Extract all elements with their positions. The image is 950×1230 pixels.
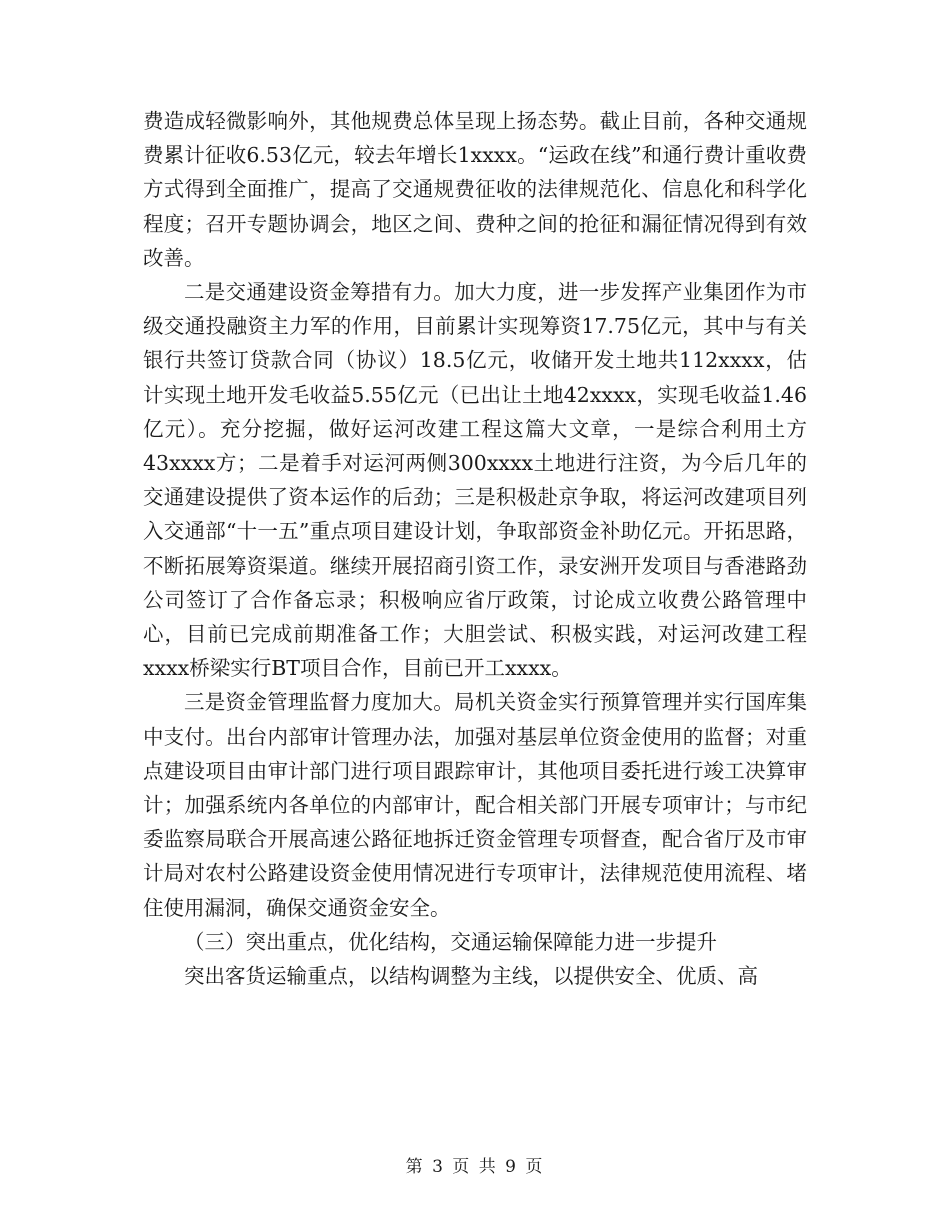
document-body: [143, 104, 807, 993]
paragraph-transport: 突出客货运输重点，以结构调整为主线，以提供安全、优质、高: [184, 964, 758, 989]
paragraph-continuation: 费造成轻微影响外，其他规费总体呈现上扬态势。截止目前，各种交通规费累计征收6.53亿元，较去年增长1xxxx。“运政在线”和通行费计重收费方式得到全面推广，提高了交通规费征收的法律规范化、信息化和科学化程度；召开专题协调会，地区之间、费种之间的抢征和漏征情况得到有效改善。: [143, 109, 807, 270]
paragraph-supervision: 三是资金管理监督力度加大。局机关资金实行预算管理并实行国库集中支付。出台内部审计管理办法，加强对基层单位资金使用的监督；对重点建设项目由审计部门进行项目跟踪审计，其他项目委托进行竣工决算审计；加强系统内各单位的内部审计，配合相关部门开展专项审计；与市纪委监察局联合开展高速公路征地拆迁资金管理专项督查，配合省厅及市审计局对农村公路建设资金使用情况进行专项审计，法律规范使用流程、堵住使用漏洞，确保交通资金安全。: [143, 690, 807, 920]
section-heading: （三）突出重点，优化结构，交通运输保障能力进一步提升: [184, 929, 717, 954]
paragraph-funding: 二是交通建设资金筹措有力。加大力度，进一步发挥产业集团作为市级交通投融资主力军的作用，目前累计实现筹资17.75亿元，其中与有关银行共签订贷款合同（协议）18.5亿元，收储开发土地共112xxxx，估计实现土地开发毛收益5.55亿元（已出让土地42xxxx，实现毛收益1.46亿元）。充分挖掘，做好运河改建工程这篇大文章，一是综合利用土方43xxxx方；二是着手对运河两侧300xxxx土地进行注资，为今后几年的交通建设提供了资本运作的后劲；三是积极赴京争取，将运河改建项目列入交通部“十一五”重点项目建设计划，争取部资金补助亿元。开拓思路，不断拓展筹资渠道。继续开展招商引资工作，录安洲开发项目与香港路劲公司签订了合作备忘录；积极响应省厅政策，讨论成立收费公路管理中心，目前已完成前期准备工作；大胆尝试、积极实践，对运河改建工程xxxx桥梁实行BT项目合作，目前已开工xxxx。: [143, 280, 807, 681]
page-footer: 第 3 页 共 9 页: [405, 1157, 545, 1177]
